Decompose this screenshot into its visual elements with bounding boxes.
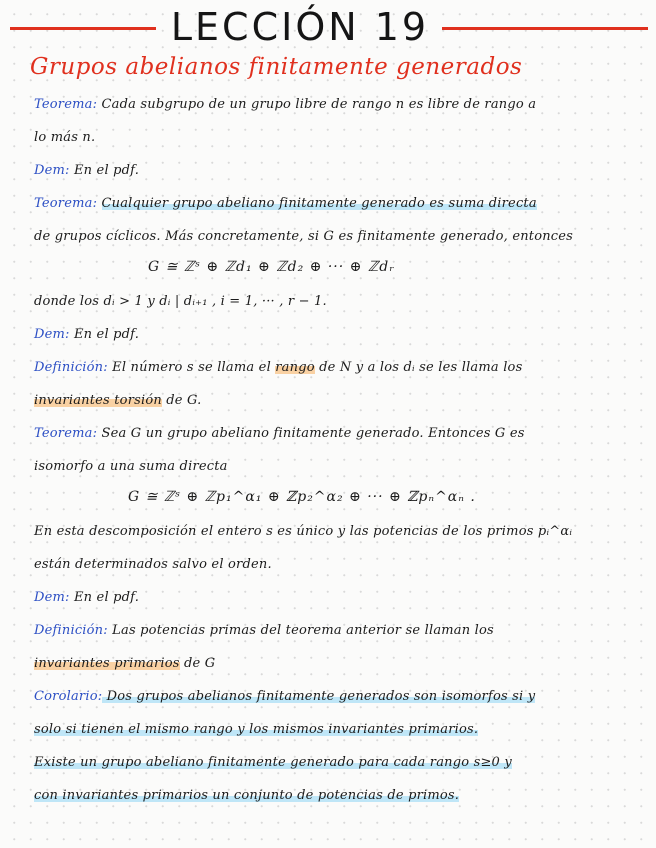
corollary-line-2	[34, 721, 478, 739]
highlighted-statement: Existe un grupo abeliano finitamente generado para cada rango s≥0 y	[34, 755, 512, 770]
page-subtitle: Grupos abelianos finitamente generados	[30, 54, 523, 80]
proof-label: Dem:	[34, 590, 70, 605]
theorem-2-line-1	[34, 195, 537, 213]
definition-text: El número s se llama el	[107, 360, 276, 375]
theorem-label: Teorema:	[34, 196, 98, 211]
definition-2-line-2	[34, 655, 215, 673]
theorem-text-pre	[97, 196, 101, 211]
theorem-text: Cada subgrupo de un grupo libre de rango n es libre de rango a	[97, 97, 537, 112]
highlighted-statement: solo si tienen el mismo rango y los mismos invariantes primarios.	[34, 722, 479, 737]
term-rango: rango	[275, 360, 315, 375]
definition-text: de G	[179, 656, 216, 671]
formula-elementary-divisors: G ≅ ℤˢ ⊕ ℤp₁^α₁ ⊕ ℤp₂^α₂ ⊕ ··· ⊕ ℤpₙ^αₙ .	[128, 489, 476, 505]
formula-invariant-factors: G ≅ ℤˢ ⊕ ℤd₁ ⊕ ℤd₂ ⊕ ··· ⊕ ℤdᵣ	[148, 259, 396, 275]
proof-label: Dem:	[34, 327, 70, 342]
theorem-2-line-2: de grupos cíclicos. Más concretamente, si G es finitamente generado, entonces	[34, 229, 574, 244]
theorem-3-line-1	[34, 425, 525, 443]
definition-text: Las potencias primas del teorema anterior se llaman los	[107, 623, 494, 638]
proof-3-line	[34, 589, 139, 607]
proof-1-line	[34, 162, 139, 180]
proof-text: En el pdf.	[69, 163, 140, 178]
existence-line-2	[34, 787, 459, 805]
highlighted-statement: Dos grupos abelianos finitamente generados son isomorfos si y	[102, 689, 536, 704]
theorem-3-line-4: están determinados salvo el orden.	[34, 557, 272, 572]
theorem-text: Sea G un grupo abeliano finitamente generado. Entonces G es	[97, 426, 525, 441]
highlighted-statement: Cualquier grupo abeliano finitamente generado es suma directa	[101, 196, 537, 211]
definition-2-line-1	[34, 622, 494, 640]
term-invariantes-torsion: invariantes torsión	[34, 393, 162, 408]
highlighted-statement: con invariantes primarios un conjunto de potencias de primos.	[34, 788, 460, 803]
definition-text: de N y a los dᵢ se les llama los	[314, 360, 523, 375]
term-invariantes-primarios: invariantes primarios	[34, 656, 180, 671]
proof-text: En el pdf.	[69, 327, 140, 342]
theorem-label: Teorema:	[34, 426, 98, 441]
definition-label: Definición:	[34, 623, 108, 638]
theorem-1-line-2: lo más n.	[34, 130, 96, 145]
title-row	[0, 4, 656, 50]
definition-text: de G.	[161, 393, 202, 408]
proof-text: En el pdf.	[69, 590, 140, 605]
theorem-label: Teorema:	[34, 97, 98, 112]
proof-2-line	[34, 326, 139, 344]
theorem-3-line-2: isomorfo a una suma directa	[34, 459, 228, 474]
theorem-2-line-3: donde los dᵢ > 1 y dᵢ | dᵢ₊₁ , i = 1, ··· , r − 1.	[34, 294, 327, 309]
theorem-1-line-1	[34, 96, 536, 114]
theorem-3-line-3: En esta descomposición el entero s es único y las potencias de los primos pᵢ^αᵢ	[34, 524, 573, 539]
title-rule-left	[10, 27, 156, 30]
page-title: LECCIÓN 19	[170, 5, 430, 49]
corollary-line-1	[34, 688, 535, 706]
title-rule-right	[442, 27, 648, 30]
proof-label: Dem:	[34, 163, 70, 178]
existence-line-1	[34, 754, 512, 772]
definition-label: Definición:	[34, 360, 108, 375]
definition-1-line-2	[34, 392, 201, 410]
corollary-label: Corolario:	[34, 689, 103, 704]
definition-1-line-1	[34, 359, 522, 377]
